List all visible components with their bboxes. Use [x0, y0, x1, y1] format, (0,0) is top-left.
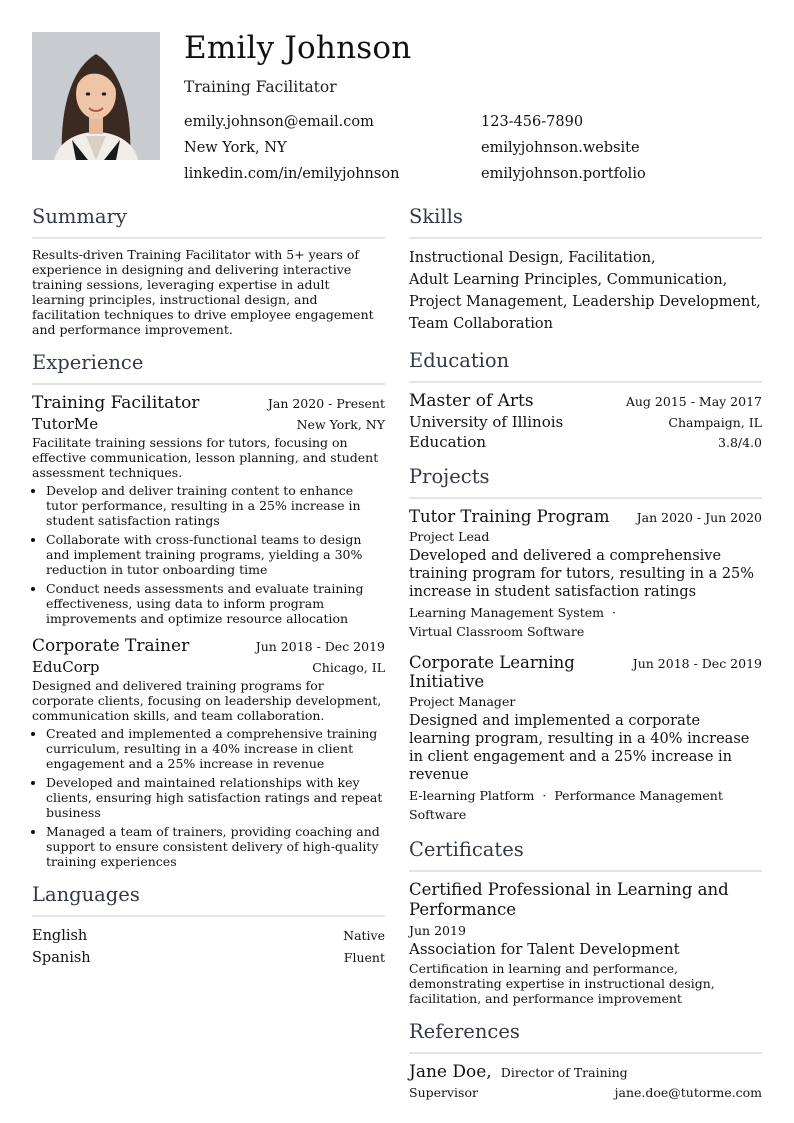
project-role: Project Manager	[409, 694, 516, 709]
project-tool: E-learning Platform	[409, 788, 535, 803]
portrait-illustration	[32, 32, 160, 160]
certificate-description: Certification in learning and performance, demonstrating expertise in instructional design, facilitation, and performance improvement	[409, 961, 715, 1006]
language-row	[32, 925, 385, 947]
skills-line: Team Collaboration	[409, 316, 553, 332]
skills-heading: Skills	[409, 205, 762, 239]
phone-number[interactable]: 123-456-7890	[481, 114, 584, 130]
job-summary: Designed and delivered training programs for corporate clients, focusing on leadership development, communication skills, and team collaboration.	[32, 678, 382, 723]
job-company: EduCorp	[32, 658, 100, 676]
project-name: Corporate Learning Initiative	[409, 653, 575, 691]
reference-header	[409, 1062, 762, 1082]
project-role: Project Lead	[409, 529, 490, 544]
projects-heading: Projects	[409, 465, 762, 499]
certificate-name: Certified Professional in Learning and Performance	[409, 880, 729, 919]
job-position: Training Facilitator	[32, 393, 200, 413]
job-date: Jan 2020 - Present	[267, 396, 385, 411]
language-row	[32, 947, 385, 969]
linkedin-link[interactable]: linkedin.com/in/emilyjohnson	[184, 166, 400, 182]
summary-section	[32, 205, 385, 337]
certificate-issuer: Association for Talent Development	[409, 940, 680, 958]
project-date: Jun 2018 - Dec 2019	[632, 656, 762, 671]
references-section	[409, 1020, 762, 1100]
summary-heading: Summary	[32, 205, 385, 239]
skills-line: Adult Learning Principles, Communication,	[409, 272, 728, 288]
reference-name: Jane Doe,	[409, 1062, 492, 1082]
job-bullets	[32, 726, 385, 869]
separator-dot: ·	[542, 788, 547, 803]
job-location: New York, NY	[296, 417, 385, 432]
education-degree: Master of Arts	[409, 391, 534, 411]
candidate-headline: Training Facilitator	[184, 78, 337, 96]
education-location: Champaign, IL	[668, 415, 762, 430]
job-bullet: • Developed and maintained relationships with key clients, ensuring high satisfaction ratings and repeat business	[46, 775, 385, 820]
education-field: Education	[409, 433, 487, 451]
job-bullet: • Conduct needs assessments and evaluate training effectiveness, using data to inform program improvements and optimize resource allocation	[46, 581, 385, 626]
job-bullet: • Develop and deliver training content to enhance tutor performance, resulting in a 25% increase in student satisfaction ratings	[46, 483, 385, 528]
certificate-date: Jun 2019	[409, 923, 466, 938]
language-name: Spanish	[32, 950, 91, 966]
job-company: TutorMe	[32, 415, 99, 433]
education-gpa: 3.8/4.0	[718, 435, 762, 450]
education-date: Aug 2015 - May 2017	[625, 394, 762, 409]
project-item	[409, 653, 762, 824]
job-bullet: • Collaborate with cross-functional teams to design and implement training programs, yielding a 30% reduction in tutor onboarding time	[46, 532, 385, 577]
project-date: Jan 2020 - Jun 2020	[636, 510, 762, 525]
portrait-photo	[32, 32, 160, 160]
project-tool: Learning Management System	[409, 605, 604, 620]
skills-section	[409, 205, 762, 335]
project-description: Developed and delivered a comprehensive training program for tutors, resulting in a 25% increase in student satisfaction ratings	[409, 548, 755, 600]
right-column	[409, 205, 762, 1114]
job-location: Chicago, IL	[312, 660, 385, 675]
job-date: Jun 2018 - Dec 2019	[255, 639, 385, 654]
education-heading: Education	[409, 349, 762, 383]
experience-item	[32, 393, 385, 626]
education-school: University of Illinois	[409, 413, 564, 431]
email-link[interactable]: emily.johnson@email.com	[184, 114, 374, 130]
reference-email[interactable]: jane.doe@tutorme.com	[614, 1085, 762, 1100]
education-section	[409, 349, 762, 451]
candidate-name: Emily Johnson	[184, 30, 412, 66]
experience-item	[32, 636, 385, 869]
project-item	[409, 507, 762, 641]
references-heading: References	[409, 1020, 762, 1054]
languages-section	[32, 883, 385, 969]
portfolio-link[interactable]: emilyjohnson.portfolio	[481, 166, 646, 182]
project-tools	[409, 603, 762, 641]
certificates-heading: Certificates	[409, 838, 762, 872]
reference-role: Director of Training	[500, 1065, 628, 1080]
left-column	[32, 205, 385, 983]
language-name: English	[32, 928, 88, 944]
project-tools	[409, 786, 762, 824]
reference-relation: Supervisor	[409, 1085, 478, 1100]
job-summary: Facilitate training sessions for tutors, focusing on effective communication, lesson planning, and student assessment techniques.	[32, 435, 379, 480]
certificates-section	[409, 838, 762, 1006]
website-link[interactable]: emilyjohnson.website	[481, 140, 640, 156]
skills-line: Instructional Design, Facilitation,	[409, 250, 656, 266]
projects-section	[409, 465, 762, 824]
experience-heading: Experience	[32, 351, 385, 385]
job-bullets	[32, 483, 385, 626]
experience-section	[32, 351, 385, 869]
summary-text: Results-driven Training Facilitator with 5+ years of experience in designing and delivering interactive training sessions, leveraging expertise in adult learning principles, instructional design, and facilitation techniques to drive employee engagement and performance improvement.	[32, 247, 374, 337]
project-tool: Performance Management Software	[409, 788, 723, 822]
separator-dot: ·	[611, 605, 616, 620]
project-description: Designed and implemented a corporate learning program, resulting in a 40% increase in client engagement and a 25% increase in revenue	[409, 713, 750, 783]
job-bullet: • Created and implemented a comprehensive training curriculum, resulting in a 40% increase in client engagement and a 25% increase in revenue	[46, 726, 385, 771]
job-position: Corporate Trainer	[32, 636, 190, 656]
location-text: New York, NY	[184, 140, 287, 156]
skills-line: Project Management, Leadership Development,	[409, 294, 761, 310]
language-level: Native	[343, 928, 385, 943]
project-name: Tutor Training Program	[409, 507, 610, 526]
project-tool: Virtual Classroom Software	[409, 624, 585, 639]
job-bullet: • Managed a team of trainers, providing coaching and support to ensure consistent delivery of high-quality training experiences	[46, 824, 385, 869]
language-level: Fluent	[343, 950, 385, 965]
languages-heading: Languages	[32, 883, 385, 917]
